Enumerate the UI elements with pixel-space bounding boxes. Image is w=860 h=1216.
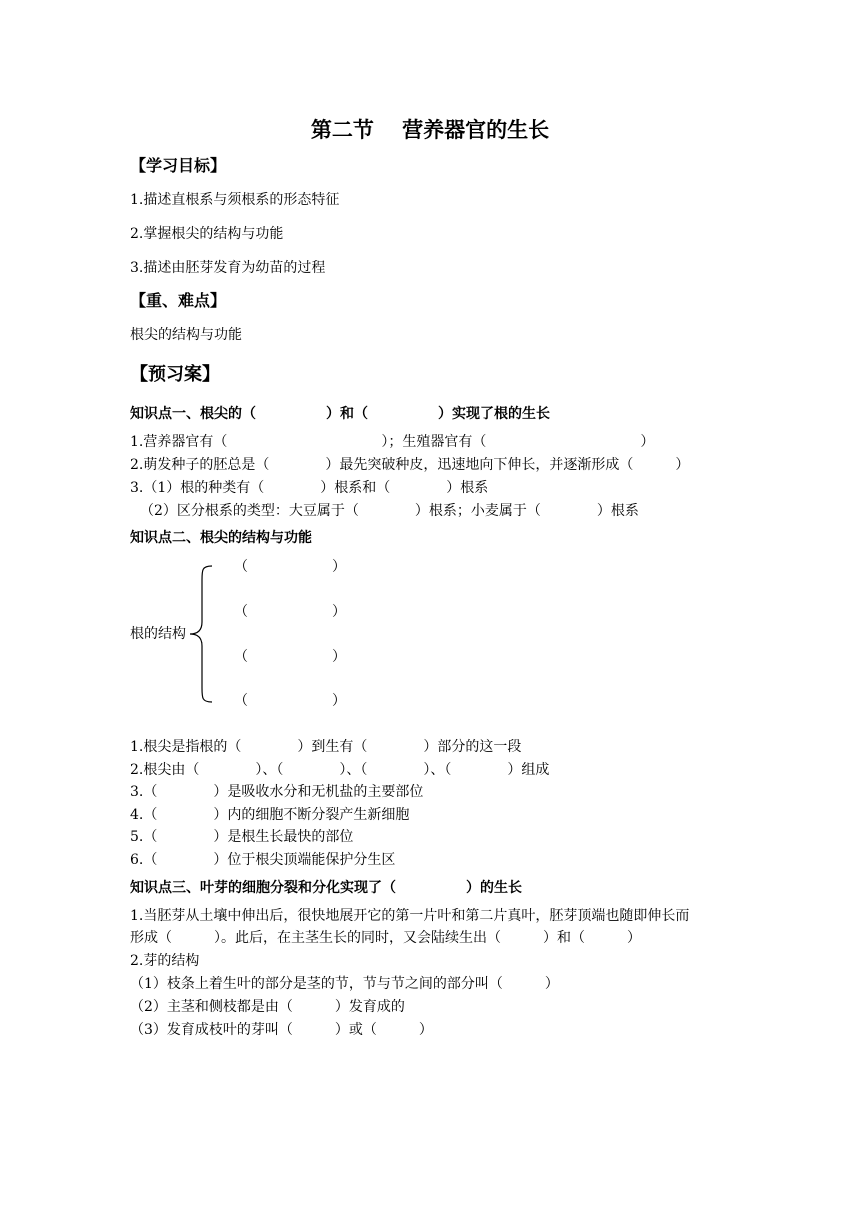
objective-3: 3.描述由胚芽发育为幼苗的过程 <box>130 260 326 276</box>
k3-heading: 知识点三、叶芽的细胞分裂和分化实现了（ ）的生长 <box>130 880 522 896</box>
k1-line-3: 3.（1）根的种类有（ ）根系和（ ）根系 <box>130 480 489 496</box>
brace-icon <box>188 564 214 704</box>
k1-heading: 知识点一、根尖的（ ）和（ ）实现了根的生长 <box>130 406 550 422</box>
k3-line-3: 2.芽的结构 <box>130 953 200 969</box>
k2-line-1: 1.根尖是指根的（ ）到生有（ ）部分的这一段 <box>130 739 522 755</box>
objective-2: 2.掌握根尖的结构与功能 <box>130 226 284 242</box>
keypoints-text: 根尖的结构与功能 <box>130 327 242 343</box>
k2-heading: 知识点二、根尖的结构与功能 <box>130 530 312 546</box>
preview-heading: 【预习案】 <box>130 364 220 385</box>
root-slot-2: （ ） <box>234 604 346 620</box>
k3-line-4: （1）枝条上着生叶的部分是茎的节，节与节之间的部分叫（ ） <box>130 976 559 992</box>
root-slot-4: （ ） <box>234 693 346 709</box>
k2-line-5: 5.（ ）是根生长最快的部位 <box>130 829 354 845</box>
objectives-heading: 【学习目标】 <box>130 156 227 175</box>
k3-line-6: （3）发育成枝叶的芽叫（ ）或（ ） <box>130 1022 433 1038</box>
k3-line-5: （2）主茎和侧枝都是由（ ）发育成的 <box>130 999 405 1015</box>
root-structure-label: 根的结构 <box>130 626 186 642</box>
page-title: 第二节 营养器官的生长 <box>310 118 550 142</box>
k3-line-1: 1.当胚芽从土壤中伸出后，很快地展开它的第一片叶和第二片真叶，胚芽顶端也随即伸长而 <box>130 908 690 924</box>
k1-line-1: 1.营养器官有（ ）；生殖器官有（ ） <box>130 434 655 450</box>
k2-line-3: 3.（ ）是吸收水分和无机盐的主要部位 <box>130 784 424 800</box>
k3-line-2: 形成（ ）。此后，在主茎生长的同时，又会陆续生出（ ）和（ ） <box>130 930 641 946</box>
root-slot-1: （ ） <box>234 559 346 575</box>
k2-line-2: 2.根尖由（ ）、（ ）、（ ）、（ ）组成 <box>130 762 550 778</box>
k1-line-2: 2.萌发种子的胚总是（ ）最先突破种皮，迅速地向下伸长，并逐渐形成（ ） <box>130 457 690 473</box>
k2-line-4: 4.（ ）内的细胞不断分裂产生新细胞 <box>130 807 410 823</box>
k2-line-6: 6.（ ）位于根尖顶端能保护分生区 <box>130 852 396 868</box>
k1-line-4: （2）区分根系的类型：大豆属于（ ）根系；小麦属于（ ）根系 <box>140 503 639 519</box>
root-slot-3: （ ） <box>234 649 346 665</box>
keypoints-heading: 【重、难点】 <box>130 291 227 310</box>
objective-1: 1.描述直根系与须根系的形态特征 <box>130 192 340 208</box>
